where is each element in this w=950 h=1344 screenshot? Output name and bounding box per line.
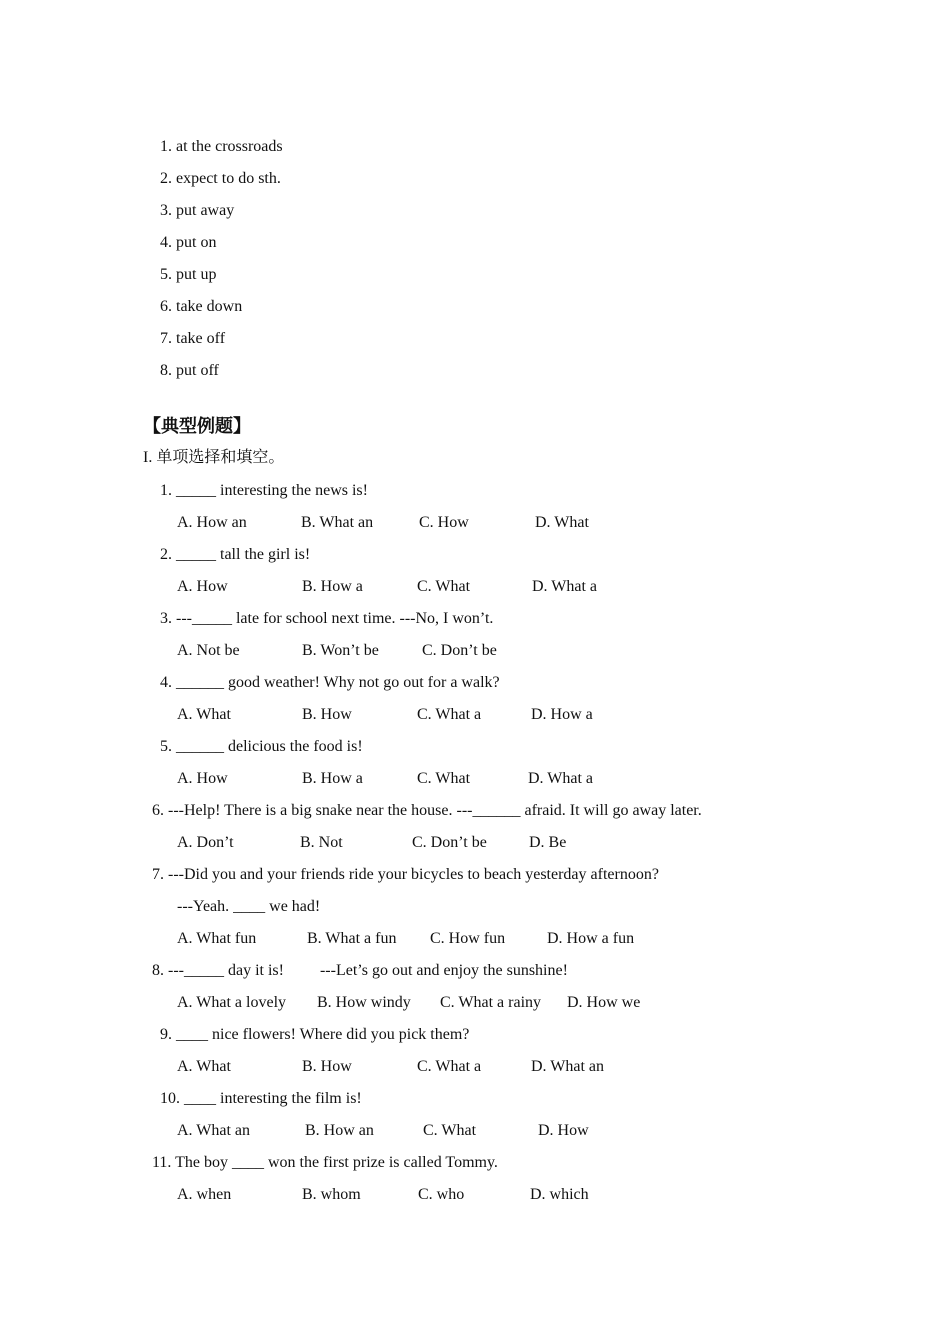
option-c: C. Don’t be [422,642,497,659]
question-text: 6. ---Help! There is a big snake near the house. ---______ afraid. It will go away later. [152,802,702,819]
phrase-item: 2. expect to do sth. [160,170,281,187]
option-b: B. How [302,706,352,723]
question-text: 3. ---_____ late for school next time. ---No, I won’t. [160,610,494,627]
option-d: D. How a [531,706,593,723]
section-title: I. 单项选择和填空。 [143,449,285,466]
option-b: B. What a fun [307,930,397,947]
question-text: 7. ---Did you and your friends ride your bicycles to beach yesterday afternoon? [152,866,659,883]
option-a: A. What an [177,1122,251,1139]
option-c: C. How fun [430,930,506,947]
option-c: C. What a [417,706,482,723]
phrase-item: 1. at the crossroads [160,138,283,155]
question-text: 11. The boy ____ won the first prize is called Tommy. [152,1154,498,1171]
phrase-item: 6. take down [160,298,243,315]
phrase-item: 8. put off [160,362,219,379]
option-d: D. Be [529,834,567,851]
option-b: B. How an [305,1122,374,1139]
option-a: A. Not be [177,642,240,659]
option-c: C. What [423,1122,477,1139]
option-a: A. What [177,1058,231,1075]
option-b: B. How [302,1058,352,1075]
phrase-item: 5. put up [160,266,217,283]
option-c: C. What [417,578,471,595]
option-c: C. What [417,770,471,787]
option-d: D. What a [532,578,598,595]
option-d: D. How we [567,994,641,1011]
option-a: A. Don’t [177,834,234,851]
option-c: C. How [419,514,469,531]
option-a: A. What fun [177,930,257,947]
option-b: B. Won’t be [302,642,379,659]
option-b: B. Not [300,834,343,851]
option-d: D. How a fun [547,930,635,947]
option-a: A. What [177,706,231,723]
option-c: C. What a [417,1058,482,1075]
phrase-item: 7. take off [160,330,226,347]
option-d: D. What an [531,1058,605,1075]
phrase-item: 3. put away [160,202,235,219]
option-a: A. What a lovely [177,994,287,1011]
option-a: A. How [177,578,228,595]
option-d: D. What [535,514,589,531]
option-a: A. How an [177,514,247,531]
option-c: C. Don’t be [412,834,487,851]
option-c: C. What a rainy [440,994,542,1011]
section-heading: 【典型例题】 [143,416,251,437]
option-d: D. What a [528,770,594,787]
option-a: A. when [177,1186,232,1203]
phrase-item: 4. put on [160,234,217,251]
option-b: B. whom [302,1186,361,1203]
option-b: B. How a [302,578,363,595]
option-b: B. How a [302,770,363,787]
question-text: 1. _____ interesting the news is! [160,482,368,499]
question-text: 10. ____ interesting the film is! [160,1090,362,1107]
question-text: 5. ______ delicious the food is! [160,738,363,755]
question-text: 8. ---_____ day it is! ---Let’s go out and enjoy the sunshine! [152,962,568,979]
option-a: A. How [177,770,228,787]
question-text: 9. ____ nice flowers! Where did you pick them? [160,1026,470,1043]
option-b: B. How windy [317,994,411,1011]
question-text: 4. ______ good weather! Why not go out for a walk? [160,674,500,691]
option-d: D. How [538,1122,589,1139]
option-c: C. who [418,1186,465,1203]
question-response: ---Yeah. ____ we had! [177,898,321,915]
option-b: B. What an [301,514,374,531]
question-text: 2. _____ tall the girl is! [160,546,311,563]
option-d: D. which [530,1186,589,1203]
